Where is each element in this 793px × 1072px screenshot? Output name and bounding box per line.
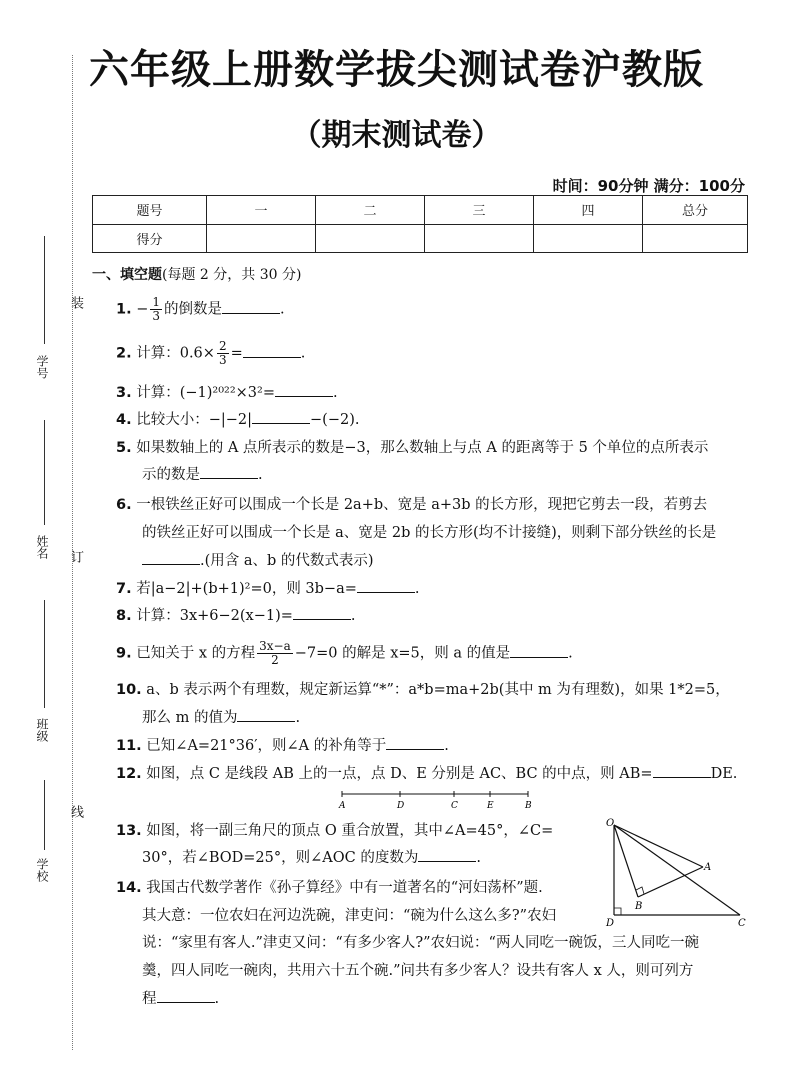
question-text: −(−2).	[310, 412, 360, 428]
question-5	[116, 435, 708, 462]
answer-blank[interactable]	[243, 343, 301, 358]
fraction-numerator: 2	[218, 339, 227, 353]
point-label: E	[487, 801, 494, 810]
page-subtitle: （期末测试卷）	[291, 118, 502, 153]
question-number: 3.	[116, 385, 132, 401]
fraction	[150, 296, 162, 323]
score-cell: 三	[425, 196, 534, 225]
question-text: 比较大小：−|−2|	[136, 412, 253, 428]
question-3	[116, 380, 338, 407]
page-title: 六年级上册数学拔尖测试卷沪教版	[89, 47, 704, 93]
score-table-score-row	[93, 224, 748, 253]
fraction	[257, 640, 293, 667]
id-write-line	[44, 236, 45, 344]
answer-blank[interactable]	[200, 464, 258, 479]
binding-mark: 装	[68, 296, 83, 309]
question-text: −	[136, 301, 149, 318]
point-label: O	[606, 818, 615, 829]
binding-mark: 线	[68, 805, 83, 818]
question-text: 的铁丝正好可以围成一个长是 a、宽是 2b 的长方形(均不计接缝)，则剩下部分铁丝的长是	[142, 525, 717, 541]
score-cell: 题号	[93, 196, 207, 225]
question-text: .	[280, 301, 285, 318]
fraction-numerator: 1	[152, 295, 161, 309]
question-10	[116, 677, 730, 704]
question-14-cont	[142, 986, 219, 1013]
question-8	[116, 603, 356, 630]
question-text: 说：“家里有客人.”津吏又问：“有多少客人?”农妇说：“两人同吃一碗饭，三人同吃一碗	[142, 935, 699, 951]
score-cell: 二	[316, 196, 425, 225]
question-14	[116, 875, 543, 902]
question-6-cont	[142, 548, 374, 575]
question-text: .	[214, 991, 220, 1007]
question-text: .	[476, 850, 481, 866]
score-cell: 一	[207, 196, 316, 225]
question-number: 5.	[116, 440, 132, 456]
answer-blank[interactable]	[386, 735, 444, 750]
point-label: A	[339, 801, 346, 810]
score-input-cell[interactable]	[207, 224, 316, 253]
question-text: .(用含 a、b 的代数式表示)	[200, 553, 374, 569]
question-text: −7=0 的解是 x=5，则 a 的值是	[294, 645, 511, 662]
question-12	[116, 761, 737, 788]
answer-blank[interactable]	[252, 409, 310, 424]
question-text: =	[230, 345, 243, 362]
answer-blank[interactable]	[237, 707, 295, 722]
question-14-cont	[142, 903, 556, 930]
score-table-header-row	[93, 196, 748, 225]
score-table	[92, 195, 748, 253]
question-text: .	[333, 385, 338, 401]
question-text: .	[568, 645, 573, 662]
answer-blank[interactable]	[222, 299, 280, 314]
question-13-cont	[142, 845, 481, 872]
score-cell: 总分	[643, 196, 748, 225]
question-number: 13.	[116, 823, 142, 839]
class-write-line	[44, 600, 45, 708]
question-number: 8.	[116, 608, 132, 624]
question-text: 30°，若∠BOD=25°，则∠AOC 的度数为	[142, 850, 419, 866]
question-text: .	[258, 467, 263, 483]
question-text: 的倒数是	[164, 301, 223, 318]
question-1	[116, 296, 285, 324]
question-number: 9.	[116, 645, 132, 662]
question-14-cont	[142, 930, 699, 957]
time-info: 时间：90分钟 满分：100分	[552, 177, 745, 195]
section-title: 一、填空题	[92, 267, 162, 283]
question-number: 12.	[116, 766, 142, 782]
question-4	[116, 407, 359, 434]
question-text: .	[444, 738, 449, 754]
point-label: B	[635, 901, 643, 912]
answer-blank[interactable]	[275, 382, 333, 397]
question-number: 4.	[116, 412, 132, 428]
score-input-cell[interactable]	[425, 224, 534, 253]
question-9	[116, 640, 573, 668]
question-10-cont	[142, 705, 300, 732]
binding-mark: 订	[68, 550, 83, 563]
answer-blank[interactable]	[510, 643, 568, 658]
question-text: 计算：0.6×	[136, 345, 215, 362]
question-text: 若|a−2|+(b+1)²=0，则 3b−a=	[136, 581, 357, 597]
question-13	[116, 818, 553, 845]
question-text: 一根铁丝正好可以围成一个长是 2a+b、宽是 a+3b 的长方形，现把它剪去一段，若剪去	[136, 497, 708, 513]
label-name: 姓名	[35, 535, 49, 559]
school-write-line	[44, 780, 45, 850]
score-cell: 得分	[93, 224, 207, 253]
answer-blank[interactable]	[357, 578, 415, 593]
question-text: 计算：3x+6−2(x−1)=	[136, 608, 293, 624]
question-14-cont	[142, 958, 693, 985]
section-heading	[92, 264, 301, 284]
fraction	[217, 340, 229, 367]
question-text: 计算：(−1)²⁰²²×3²=	[136, 385, 275, 401]
score-input-cell[interactable]	[534, 224, 643, 253]
point-label: C	[738, 918, 746, 929]
fraction-denominator: 3	[152, 309, 161, 323]
label-class: 班级	[35, 718, 49, 742]
point-label: C	[451, 801, 458, 810]
fraction-denominator: 3	[218, 353, 227, 367]
figure-triangle-rulers	[598, 815, 758, 930]
question-number: 14.	[116, 880, 142, 896]
question-text: 其大意：一位农妇在河边洗碗，津吏问：“碗为什么这么多?”农妇	[142, 908, 557, 924]
question-text: 如图，将一副三角尺的顶点 O 重合放置，其中∠A=45°，∠C=	[146, 823, 554, 839]
score-input-cell[interactable]	[316, 224, 425, 253]
fraction-denominator: 2	[271, 653, 279, 667]
fraction-numerator: 3x−a	[259, 639, 291, 653]
question-number: 6.	[116, 497, 132, 513]
question-text: DE.	[710, 766, 738, 782]
question-11	[116, 733, 449, 760]
answer-blank[interactable]	[418, 847, 476, 862]
score-cell: 四	[534, 196, 643, 225]
label-student-id: 学号	[35, 355, 49, 379]
question-text: .	[300, 345, 306, 362]
question-text: 羹，四人同吃一碗肉，共用六十五个碗.”问共有多少客人？设共有客人 x 人，则可列方	[142, 963, 694, 979]
point-label: B	[525, 801, 532, 810]
question-text: 示的数是	[142, 467, 200, 483]
question-number: 7.	[116, 581, 132, 597]
question-5-cont	[142, 462, 263, 489]
question-number: 11.	[116, 738, 142, 754]
answer-blank[interactable]	[157, 988, 215, 1003]
question-text: 已知关于 x 的方程	[136, 645, 256, 662]
question-6-cont	[142, 520, 716, 547]
answer-blank[interactable]	[293, 605, 351, 620]
question-6	[116, 492, 707, 519]
question-number: 2.	[116, 345, 132, 362]
answer-blank[interactable]	[142, 550, 200, 565]
question-number: 1.	[116, 301, 132, 318]
question-text: 如果数轴上的 A 点所表示的数是−3，那么数轴上与点 A 的距离等于 5 个单位的点所表示	[136, 440, 709, 456]
name-write-line	[44, 420, 45, 525]
label-school: 学校	[35, 858, 49, 882]
section-note: (每题 2 分，共 30 分)	[162, 267, 302, 283]
question-text: 我国古代数学著作《孙子算经》中有一道著名的“河妇荡杯”题.	[146, 880, 543, 896]
question-text: 已知∠A=21°36′，则∠A 的补角等于	[146, 738, 387, 754]
point-label: D	[606, 918, 615, 929]
figure-segment-ab	[330, 788, 540, 810]
question-7	[116, 576, 420, 603]
point-label: A	[704, 862, 712, 873]
question-text: .	[295, 710, 301, 726]
question-text: 那么 m 的值为	[142, 710, 238, 726]
point-label: D	[397, 801, 405, 810]
question-text: 如图，点 C 是线段 AB 上的一点，点 D、E 分别是 AC、BC 的中点，则 AB=	[146, 766, 653, 782]
question-text: a、b 表示两个有理数，规定新运算“*”：a*b=ma+2b(其中 m 为有理数)，如果 1*2=5，	[146, 682, 730, 698]
question-text: .	[414, 581, 420, 597]
question-number: 10.	[116, 682, 142, 698]
answer-blank[interactable]	[653, 763, 711, 778]
question-text: .	[350, 608, 356, 624]
question-2	[116, 340, 305, 368]
score-input-cell[interactable]	[643, 224, 748, 253]
question-text: 程	[142, 991, 157, 1007]
